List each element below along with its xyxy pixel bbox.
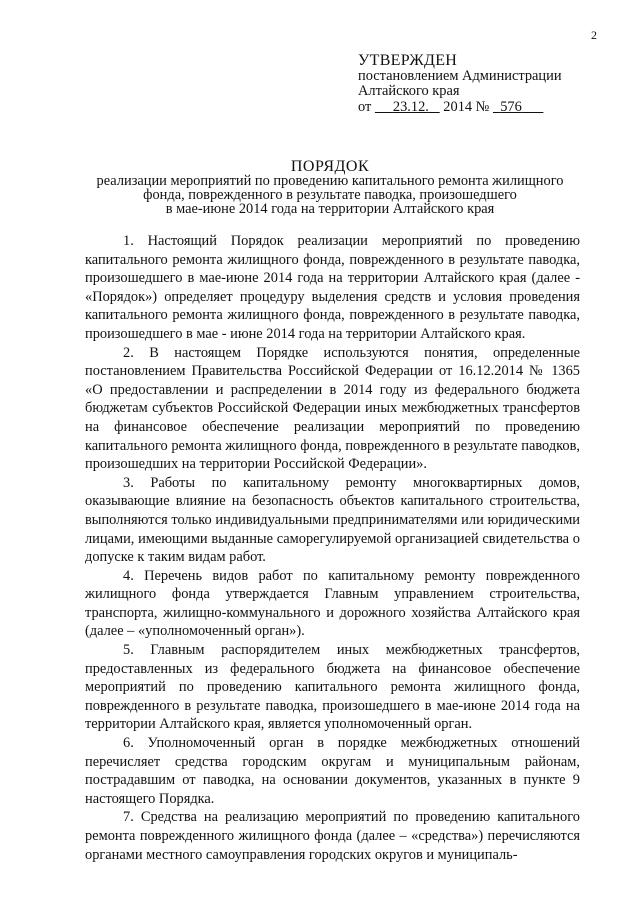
title-line: реализации мероприятий по проведению капитального ремонта жилищного [96,173,564,189]
approval-block [358,53,598,115]
paragraph-2: 2. В настоящем Порядке используются понятия, определенные постановлением Правительства Российской Федерации от 16.12.2014 № 1365 «О предоставлении и распределении в 2014 году из федерального бюджета бюджетам субъектов Российской Федерации иных межбюджетных трансфертов на финансовое обеспечение реализации мероприятий по проведению капитального ремонта жилищного фонда, поврежденного в результате паводков, произошедших на территории Российской Федерации». [85,344,580,473]
document-title [80,160,580,216]
approval-line: Алтайского края [358,83,460,99]
approval-date-line [358,100,598,116]
approval-line: постановлением Администрации [358,67,562,84]
paragraph-7: 7. Средства на реализацию мероприятий по проведению капитального ремонта поврежденного жилищного фонда (далее – «средства») перечисляются органами местного самоуправления городских округов и муниципаль- [85,809,580,863]
title-heading: ПОРЯДОК [290,158,370,175]
paragraph-5: 5. Главным распорядителем иных межбюджетных трансфертов, предоставленных из федерального бюджета на финансовое обеспечение мероприятий по проведению капитального ремонта жилищного фонда, поврежденного в результате паводка, произошедшего в мае-июне 2014 года на территории Алтайского края, является уполномоченный орган. [85,642,580,733]
date-value: 23.12. [392,98,429,115]
page-number: 2 [591,28,597,42]
approval-heading: УТВЕРЖДЕН [358,52,458,69]
title-line: в мае-июне 2014 года на территории Алтайского края [165,201,495,217]
paragraph-4: 4. Перечень видов работ по капитальному ремонту поврежденного жилищного фонда утверждается Главным управлением строительства, транспорта, жилищно-коммунального и дорожного хозяйства Алтайского края (далее – «уполномоченный орган»). [85,567,580,640]
title-line: фонда, поврежденного в результате паводка, произошедшего [143,187,517,203]
document-body [85,232,580,864]
document-year: 2014 № [443,98,490,115]
paragraph-1: 1. Настоящий Порядок реализации мероприятий по проведению капитального ремонта жилищного фонда, поврежденного в результате паводка, произошедшего в мае-июне 2014 года на территории Алтайского края (далее - «Порядок») определяет процедуру выделения средств и условия проведения капитального ремонта жилищного фонда, поврежденного в результате паводка, произошедшего в мае - июне 2014 года на территории Алтайского края. [85,233,580,342]
date-prefix: от [358,98,372,115]
paragraph-6: 6. Уполномоченный орган в порядке межбюджетных отношений перечисляет средства городским округам и муниципальным районам, пострадавшим от паводка, на основании документов, указанных в пункте 9 настоящего Порядка. [85,735,580,807]
document-number: 576 [500,98,522,115]
paragraph-3: 3. Работы по капитальному ремонту многоквартирных домов, оказывающие влияние на безопасность объектов капитального строительства, выполняются только индивидуальными предпринимателями или юридическими лицами, имеющими выданные саморегулируемой организацией свидетельства о допуске к таким видам работ. [85,474,580,566]
